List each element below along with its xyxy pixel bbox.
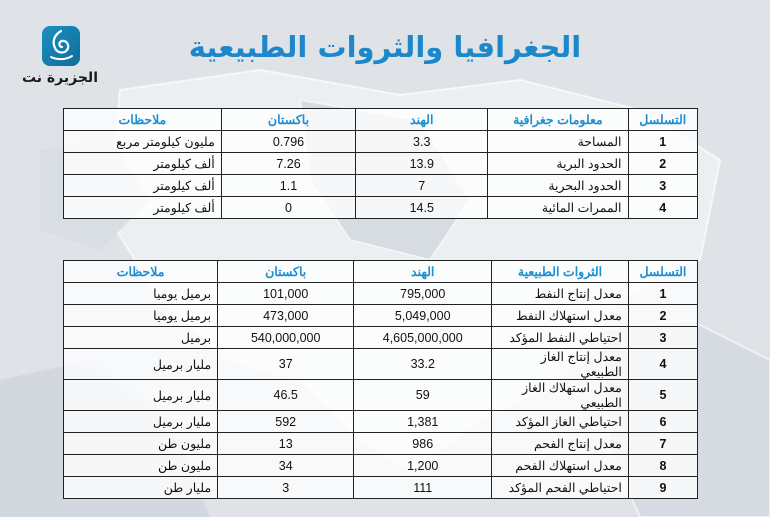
table-header-row [64, 261, 698, 283]
cell-india: 14.5 [356, 197, 488, 219]
cell-serial: 3 [628, 175, 698, 197]
header-pakistan: باكستان [221, 109, 355, 131]
cell-pakistan: 592 [218, 411, 354, 433]
cell-label: احتياطي النفط المؤكد [492, 327, 629, 349]
cell-serial: 4 [628, 349, 697, 380]
cell-note: برميل يوميا [64, 283, 218, 305]
cell-serial: 7 [628, 433, 697, 455]
page-title: الجغرافيا والثروات الطبيعية [188, 30, 582, 64]
cell-label: معدل إنتاج الغاز الطبيعي [492, 349, 629, 380]
header-notes: ملاحظات [64, 109, 222, 131]
header-serial: التسلسل [628, 261, 697, 283]
cell-pakistan: 0 [221, 197, 355, 219]
cell-label: معدل استهلاك الغاز الطبيعي [492, 380, 629, 411]
table-row [64, 411, 698, 433]
cell-pakistan: 37 [218, 349, 354, 380]
cell-note: مليون طن [64, 433, 218, 455]
cell-note: برميل [64, 327, 218, 349]
cell-pakistan: 13 [218, 433, 354, 455]
header-resources: الثروات الطبيعية [492, 261, 629, 283]
cell-label: احتياطي الفحم المؤكد [492, 477, 629, 499]
header-geo-info: معلومات جغرافية [488, 109, 628, 131]
geography-table [63, 108, 698, 219]
cell-note: برميل يوميا [64, 305, 218, 327]
cell-note: مليار طن [64, 477, 218, 499]
cell-serial: 3 [628, 327, 697, 349]
cell-india: 3.3 [356, 131, 488, 153]
cell-serial: 6 [628, 411, 697, 433]
cell-india: 33.2 [354, 349, 492, 380]
cell-pakistan: 0.796 [221, 131, 355, 153]
natural-resources-table [63, 260, 698, 499]
cell-serial: 2 [628, 305, 697, 327]
cell-note: ألف كيلومتر [64, 175, 222, 197]
cell-pakistan: 101,000 [218, 283, 354, 305]
cell-serial: 1 [628, 131, 698, 153]
cell-label: الممرات المائية [488, 197, 628, 219]
cell-pakistan: 1.1 [221, 175, 355, 197]
table-row [64, 175, 698, 197]
cell-india: 111 [354, 477, 492, 499]
cell-serial: 5 [628, 380, 697, 411]
table-header-row [64, 109, 698, 131]
header-pakistan: باكستان [218, 261, 354, 283]
cell-note: مليون طن [64, 455, 218, 477]
header-india: الهند [356, 109, 488, 131]
cell-serial: 1 [628, 283, 697, 305]
cell-india: 1,200 [354, 455, 492, 477]
cell-note: ألف كيلومتر [64, 153, 222, 175]
cell-note: مليار برميل [64, 411, 218, 433]
table-row [64, 197, 698, 219]
cell-pakistan: 540,000,000 [218, 327, 354, 349]
cell-india: 5,049,000 [354, 305, 492, 327]
table-row [64, 153, 698, 175]
cell-serial: 8 [628, 455, 697, 477]
cell-pakistan: 3 [218, 477, 354, 499]
cell-label: معدل استهلاك الفحم [492, 455, 629, 477]
cell-india: 1,381 [354, 411, 492, 433]
cell-label: احتياطي الغاز المؤكد [492, 411, 629, 433]
table-row [64, 477, 698, 499]
cell-india: 59 [354, 380, 492, 411]
cell-note: مليار برميل [64, 349, 218, 380]
cell-label: معدل إنتاج الفحم [492, 433, 629, 455]
cell-pakistan: 7.26 [221, 153, 355, 175]
table-row [64, 305, 698, 327]
table-row [64, 327, 698, 349]
cell-label: المساحة [488, 131, 628, 153]
cell-note: مليون كيلومتر مربع [64, 131, 222, 153]
cell-serial: 2 [628, 153, 698, 175]
table-row [64, 349, 698, 380]
cell-india: 7 [356, 175, 488, 197]
cell-india: 986 [354, 433, 492, 455]
cell-pakistan: 473,000 [218, 305, 354, 327]
cell-india: 795,000 [354, 283, 492, 305]
header-notes: ملاحظات [64, 261, 218, 283]
table-row [64, 283, 698, 305]
cell-note: مليار برميل [64, 380, 218, 411]
cell-serial: 9 [628, 477, 697, 499]
header-serial: التسلسل [628, 109, 698, 131]
cell-india: 13.9 [356, 153, 488, 175]
cell-pakistan: 34 [218, 455, 354, 477]
cell-serial: 4 [628, 197, 698, 219]
logo-text: الجزيرة نت [21, 70, 98, 86]
header-india: الهند [354, 261, 492, 283]
cell-label: معدل استهلاك النفط [492, 305, 629, 327]
table-row [64, 455, 698, 477]
table-row [64, 131, 698, 153]
cell-label: الحدود البرية [488, 153, 628, 175]
cell-label: الحدود البحرية [488, 175, 628, 197]
cell-india: 4,605,000,000 [354, 327, 492, 349]
cell-pakistan: 46.5 [218, 380, 354, 411]
cell-note: ألف كيلومتر [64, 197, 222, 219]
cell-label: معدل إنتاج النفط [492, 283, 629, 305]
table-row [64, 380, 698, 411]
table-row [64, 433, 698, 455]
